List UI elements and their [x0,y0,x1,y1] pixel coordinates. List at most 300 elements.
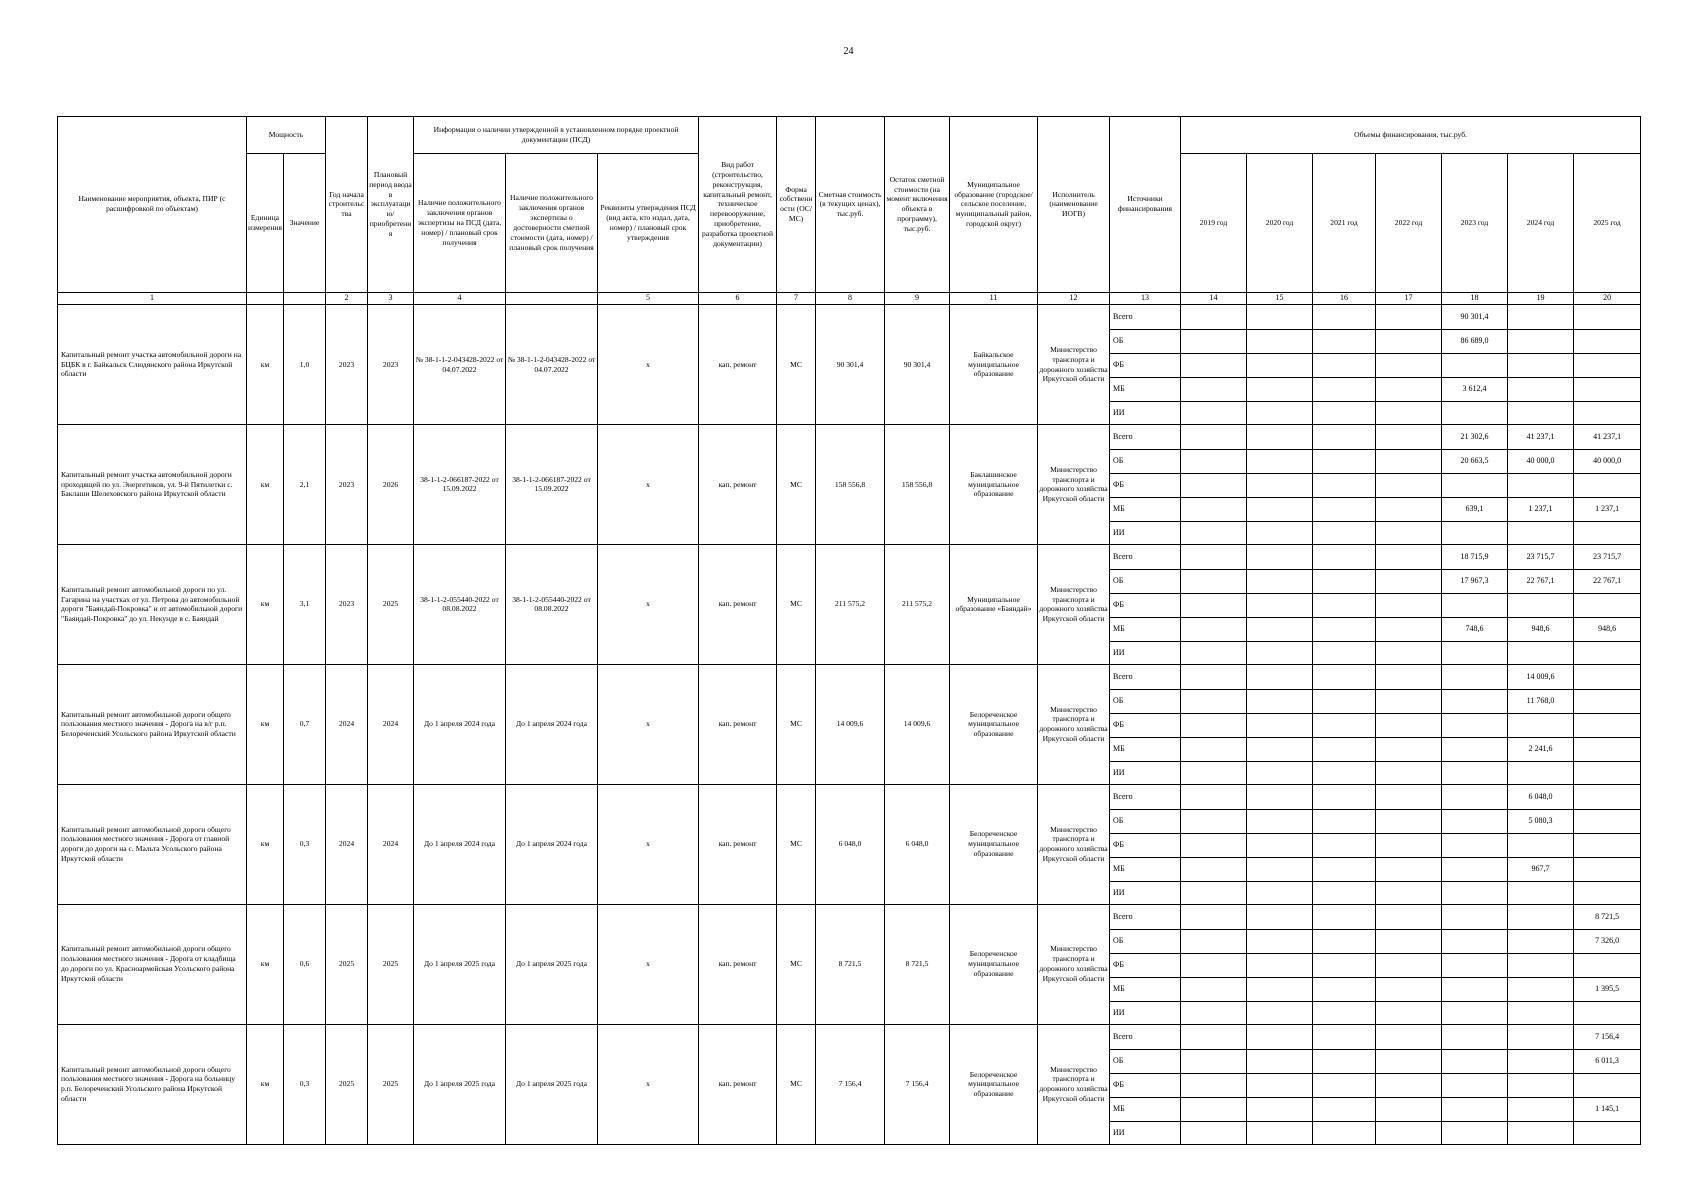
ownership-form: МС [777,424,816,544]
funding-amount [1181,305,1247,330]
commissioning-year: 2024 [368,664,414,784]
funding-amount [1313,569,1376,593]
funding-amount [1313,305,1376,330]
header-year-2019: 2019 год [1181,154,1247,293]
start-year: 2023 [326,544,368,664]
estimated-cost: 211 575,2 [816,544,885,664]
funding-amount [1574,833,1641,857]
funding-amount: 14 009,6 [1508,664,1574,689]
funding-amount [1442,522,1508,545]
column-number [247,292,284,304]
funding-amount [1376,1001,1442,1024]
funding-amount [1442,977,1508,1001]
psd-positive-conclusion: 38-1-1-2-066187-2022 от 15.09.2022 [414,424,506,544]
funding-amount [1247,784,1313,809]
funding-source-label: МБ [1110,977,1181,1001]
funding-amount [1247,809,1313,833]
estimated-cost: 14 009,6 [816,664,885,784]
header-value: Значение [284,154,326,293]
capacity-unit: км [247,1024,284,1144]
funding-amount [1442,713,1508,737]
funding-amount [1508,1024,1574,1049]
psd-positive-conclusion: № 38-1-1-2-043428-2022 от 04.07.2022 [414,305,506,425]
funding-amount [1508,761,1574,784]
funding-amount [1442,857,1508,881]
funding-amount: 7 326,0 [1574,929,1641,953]
funding-amount: 22 767,1 [1574,569,1641,593]
psd-positive-conclusion: До 1 апреля 2024 года [414,784,506,904]
funding-amount [1181,593,1247,617]
funding-amount [1508,1097,1574,1121]
funding-amount [1313,761,1376,784]
funding-amount [1508,305,1574,330]
funding-amount [1574,1001,1641,1024]
funding-amount [1181,354,1247,378]
funding-amount [1181,664,1247,689]
funding-amount [1442,354,1508,378]
funding-amount [1376,474,1442,498]
funding-amount [1376,809,1442,833]
funding-amount: 1 237,1 [1574,498,1641,522]
funding-amount [1574,330,1641,354]
funding-amount: 3 612,4 [1442,378,1508,402]
funding-amount [1313,664,1376,689]
funding-amount [1574,474,1641,498]
funding-amount [1313,641,1376,664]
funding-amount [1181,809,1247,833]
table-row [58,904,1641,929]
capacity-value: 2,1 [284,424,326,544]
funding-amount [1313,522,1376,545]
column-number: 7 [777,292,816,304]
header-psd-positive: Наличие положительного заключения органов экспертизы на ПСД (дата, номер) / плановый срок получения [414,154,506,293]
funding-source-label: Всего [1110,904,1181,929]
funding-amount: 8 721,5 [1574,904,1641,929]
funding-amount [1442,474,1508,498]
table-row [58,664,1641,689]
funding-amount [1574,857,1641,881]
funding-amount [1247,1024,1313,1049]
header-funding: Объемы финансирования, тыс.руб. [1181,117,1641,154]
funding-amount [1181,569,1247,593]
funding-amount [1574,809,1641,833]
funding-amount [1247,305,1313,330]
funding-amount [1574,641,1641,664]
remaining-cost: 158 556,8 [885,424,950,544]
municipality: Байкальское муниципальное образование [950,305,1038,425]
funding-amount [1181,378,1247,402]
funding-source-label: ФБ [1110,354,1181,378]
column-number: 3 [368,292,414,304]
header-municipality: Муниципальное образование (городское/сельское поселение, муниципальный район, городской округ) [950,117,1038,293]
funding-amount [1376,953,1442,977]
funding-amount [1508,953,1574,977]
funding-amount: 6 048,0 [1508,784,1574,809]
header-psd-cost: Наличие положительного заключения органов экспертизы о достоверности сметной стоимости (дата, номер) / плановый срок получения [506,154,598,293]
funding-amount: 948,6 [1574,617,1641,641]
funding-source-label: ИИ [1110,641,1181,664]
executor: Министерство транспорта и дорожного хозяйства Иркутской области [1038,1024,1110,1144]
funding-amount [1508,1049,1574,1073]
psd-cost-conclusion: № 38-1-1-2-043428-2022 от 04.07.2022 [506,305,598,425]
funding-amount [1247,474,1313,498]
funding-source-label: МБ [1110,1097,1181,1121]
funding-amount: 18 715,9 [1442,544,1508,569]
funding-amount [1508,402,1574,425]
funding-amount: 21 302,6 [1442,424,1508,449]
capacity-unit: км [247,424,284,544]
object-name: Капитальный ремонт автомобильной дороги общего пользования местного значения - Дорога на в/г р.п. Белореченский Усольского района Иркутской области [58,664,247,784]
funding-amount [1442,402,1508,425]
funding-amount: 20 663,5 [1442,450,1508,474]
funding-source-label: МБ [1110,737,1181,761]
funding-amount: 90 301,4 [1442,305,1508,330]
funding-amount [1376,450,1442,474]
remaining-cost: 6 048,0 [885,784,950,904]
funding-amount [1313,1024,1376,1049]
table-row [58,305,1641,330]
funding-source-label: ФБ [1110,1073,1181,1097]
column-number: 1 [58,292,247,304]
column-number: 14 [1181,292,1247,304]
funding-amount [1181,522,1247,545]
funding-amount [1442,1097,1508,1121]
funding-source-label: ФБ [1110,474,1181,498]
object-name: Капитальный ремонт участка автомобильной дороги проходящей по ул. Энергетиков, ул. 9-й Пятилетки с. Баклаши Шелеховского района Иркутской области [58,424,247,544]
municipality: Муниципальное образование «Баяндай» [950,544,1038,664]
funding-amount [1442,593,1508,617]
funding-amount [1313,450,1376,474]
header-estimated-cost: Сметная стоимость (в текущих ценах), тыс.руб. [816,117,885,293]
funding-amount [1574,664,1641,689]
header-remaining-cost: Остаток сметной стоимости (на момент включения объекта в программу), тыс.руб. [885,117,950,293]
psd-cost-conclusion: До 1 апреля 2024 года [506,784,598,904]
funding-amount [1574,881,1641,904]
table-row [58,544,1641,569]
funding-amount [1247,1097,1313,1121]
header-year-2025: 2025 год [1574,154,1641,293]
funding-source-label: ФБ [1110,953,1181,977]
funding-amount [1247,1049,1313,1073]
psd-requisites: х [598,424,699,544]
funding-amount [1181,784,1247,809]
column-number: 4 [414,292,506,304]
funding-amount [1313,977,1376,1001]
funding-amount [1247,713,1313,737]
ownership-form: МС [777,305,816,425]
funding-amount [1376,904,1442,929]
funding-amount [1442,1049,1508,1073]
funding-amount [1247,424,1313,449]
capacity-unit: км [247,904,284,1024]
funding-amount [1574,1073,1641,1097]
funding-amount [1376,522,1442,545]
work-type: кап. ремонт [699,904,777,1024]
funding-amount [1313,857,1376,881]
psd-requisites: х [598,305,699,425]
executor: Министерство транспорта и дорожного хозяйства Иркутской области [1038,544,1110,664]
funding-amount [1574,761,1641,784]
executor: Министерство транспорта и дорожного хозяйства Иркутской области [1038,784,1110,904]
funding-amount: 639,1 [1442,498,1508,522]
municipality: Белореченское муниципальное образование [950,904,1038,1024]
column-number: 11 [950,292,1038,304]
funding-amount [1181,857,1247,881]
funding-amount [1181,761,1247,784]
funding-amount [1376,784,1442,809]
funding-amount [1181,498,1247,522]
funding-amount [1376,929,1442,953]
funding-amount [1313,953,1376,977]
funding-amount [1574,402,1641,425]
funding-amount [1574,593,1641,617]
capacity-value: 0,3 [284,784,326,904]
funding-amount [1574,713,1641,737]
ownership-form: МС [777,1024,816,1144]
psd-cost-conclusion: 38-1-1-2-055440-2022 от 08.08.2022 [506,544,598,664]
funding-amount [1376,881,1442,904]
funding-amount [1181,953,1247,977]
column-number: 17 [1376,292,1442,304]
psd-positive-conclusion: До 1 апреля 2025 года [414,1024,506,1144]
funding-amount [1508,833,1574,857]
psd-requisites: х [598,664,699,784]
funding-source-label: ОБ [1110,569,1181,593]
work-type: кап. ремонт [699,784,777,904]
funding-amount [1508,1001,1574,1024]
header-start-year: Год начала строительства [326,117,368,293]
funding-source-label: Всего [1110,544,1181,569]
estimated-cost: 7 156,4 [816,1024,885,1144]
funding-amount [1181,689,1247,713]
funding-amount [1247,881,1313,904]
funding-amount [1181,1121,1247,1144]
funding-amount [1181,1024,1247,1049]
funding-amount [1181,737,1247,761]
psd-requisites: х [598,1024,699,1144]
executor: Министерство транспорта и дорожного хозяйства Иркутской области [1038,904,1110,1024]
header-row-1 [58,117,1641,154]
funding-amount [1247,689,1313,713]
ownership-form: МС [777,544,816,664]
funding-amount [1508,474,1574,498]
executor: Министерство транспорта и дорожного хозяйства Иркутской области [1038,424,1110,544]
funding-amount [1376,354,1442,378]
table-row [58,784,1641,809]
funding-amount: 1 237,1 [1508,498,1574,522]
funding-amount [1181,617,1247,641]
column-number: 9 [885,292,950,304]
funding-amount [1442,641,1508,664]
funding-amount: 748,6 [1442,617,1508,641]
psd-requisites: х [598,784,699,904]
funding-source-label: Всего [1110,424,1181,449]
funding-amount [1376,977,1442,1001]
funding-amount [1247,402,1313,425]
work-type: кап. ремонт [699,544,777,664]
funding-amount [1247,544,1313,569]
start-year: 2025 [326,904,368,1024]
funding-amount [1442,1024,1508,1049]
funding-amount [1313,617,1376,641]
funding-amount [1181,641,1247,664]
funding-amount: 40 000,0 [1508,450,1574,474]
funding-amount [1247,354,1313,378]
municipality: Белореченское муниципальное образование [950,784,1038,904]
funding-amount [1376,593,1442,617]
funding-amount [1247,761,1313,784]
funding-amount [1574,953,1641,977]
funding-amount [1247,953,1313,977]
header-year-2022: 2022 год [1376,154,1442,293]
column-number: 15 [1247,292,1313,304]
commissioning-year: 2026 [368,424,414,544]
psd-positive-conclusion: До 1 апреля 2025 года [414,904,506,1024]
funding-amount [1313,1121,1376,1144]
funding-amount [1181,833,1247,857]
funding-amount [1376,1121,1442,1144]
funding-source-label: ОБ [1110,689,1181,713]
capacity-value: 0,6 [284,904,326,1024]
funding-amount [1247,977,1313,1001]
funding-source-label: ИИ [1110,881,1181,904]
funding-amount [1442,1073,1508,1097]
funding-amount [1247,498,1313,522]
funding-amount [1247,664,1313,689]
ownership-form: МС [777,784,816,904]
municipality: Баклашинское муниципальное образование [950,424,1038,544]
header-psd-requisites: Реквизиты утверждения ПСД (вид акта, кто издал, дата, номер) / плановый срок утверждения [598,154,699,293]
funding-amount [1313,593,1376,617]
column-number [284,292,326,304]
funding-source-label: Всего [1110,784,1181,809]
funding-amount [1247,1001,1313,1024]
funding-amount [1442,904,1508,929]
funding-amount [1181,1049,1247,1073]
capacity-unit: км [247,305,284,425]
funding-amount [1313,498,1376,522]
funding-amount [1442,881,1508,904]
funding-amount [1376,617,1442,641]
object-name: Капитальный ремонт участка автомобильной дороги на БЦБК в г. Байкальск Слюдянского района Иркутской области [58,305,247,425]
funding-amount [1247,929,1313,953]
funding-amount: 22 767,1 [1508,569,1574,593]
funding-amount [1508,522,1574,545]
object-name: Капитальный ремонт автомобильной дороги общего пользования местного значения - Дорога от кладбища до дороги по ул. Красноармейская Усольского района Иркутской области [58,904,247,1024]
funding-amount: 948,6 [1508,617,1574,641]
estimated-cost: 8 721,5 [816,904,885,1024]
funding-amount [1574,737,1641,761]
municipality: Белореченское муниципальное образование [950,664,1038,784]
psd-positive-conclusion: 38-1-1-2-055440-2022 от 08.08.2022 [414,544,506,664]
funding-amount [1313,881,1376,904]
funding-amount [1376,1073,1442,1097]
funding-amount [1247,522,1313,545]
funding-amount [1376,378,1442,402]
funding-amount [1247,1121,1313,1144]
commissioning-year: 2025 [368,904,414,1024]
funding-amount [1313,713,1376,737]
psd-cost-conclusion: До 1 апреля 2024 года [506,664,598,784]
remaining-cost: 14 009,6 [885,664,950,784]
funding-amount [1313,784,1376,809]
capacity-unit: км [247,544,284,664]
column-number: 16 [1313,292,1376,304]
funding-source-label: ИИ [1110,402,1181,425]
funding-amount [1313,689,1376,713]
funding-amount [1376,402,1442,425]
column-number: 12 [1038,292,1110,304]
funding-amount [1313,737,1376,761]
funding-amount: 7 156,4 [1574,1024,1641,1049]
psd-cost-conclusion: 38-1-1-2-066187-2022 от 15.09.2022 [506,424,598,544]
capacity-value: 0,3 [284,1024,326,1144]
funding-amount [1574,378,1641,402]
funding-amount [1181,450,1247,474]
funding-source-label: ОБ [1110,1049,1181,1073]
start-year: 2023 [326,305,368,425]
funding-amount [1508,378,1574,402]
funding-amount [1376,737,1442,761]
funding-amount [1247,569,1313,593]
funding-amount [1508,330,1574,354]
funding-source-label: ФБ [1110,713,1181,737]
funding-amount [1313,1073,1376,1097]
funding-amount [1508,641,1574,664]
funding-amount [1574,689,1641,713]
work-type: кап. ремонт [699,305,777,425]
funding-amount [1313,929,1376,953]
funding-source-label: Всего [1110,305,1181,330]
funding-amount [1508,1121,1574,1144]
funding-amount: 17 967,3 [1442,569,1508,593]
funding-amount [1376,1097,1442,1121]
funding-amount [1247,857,1313,881]
header-year-2023: 2023 год [1442,154,1508,293]
funding-amount [1313,354,1376,378]
municipality: Белореченское муниципальное образование [950,1024,1038,1144]
estimated-cost: 158 556,8 [816,424,885,544]
header-psd-info: Информация о наличии утвержденной в установленном порядке проектной документации (ПСД) [414,117,699,154]
column-number: 2 [326,292,368,304]
header-year-2024: 2024 год [1508,154,1574,293]
funding-amount [1181,424,1247,449]
psd-cost-conclusion: До 1 апреля 2025 года [506,1024,598,1144]
funding-amount: 1 395,5 [1574,977,1641,1001]
funding-amount [1376,857,1442,881]
funding-amount [1247,904,1313,929]
funding-amount [1442,833,1508,857]
commissioning-year: 2023 [368,305,414,425]
funding-amount [1181,977,1247,1001]
funding-source-label: ФБ [1110,833,1181,857]
funding-amount [1313,904,1376,929]
funding-amount [1181,929,1247,953]
funding-amount: 2 241,6 [1508,737,1574,761]
remaining-cost: 8 721,5 [885,904,950,1024]
funding-amount [1181,1097,1247,1121]
funding-amount [1376,833,1442,857]
funding-amount [1313,833,1376,857]
funding-amount [1442,737,1508,761]
funding-amount [1247,1073,1313,1097]
funding-amount [1247,330,1313,354]
header-commissioning: Плановый период ввода в эксплуатацию/приобретения [368,117,414,293]
work-type: кап. ремонт [699,424,777,544]
capacity-value: 3,1 [284,544,326,664]
funding-amount [1508,929,1574,953]
funding-amount [1376,1049,1442,1073]
